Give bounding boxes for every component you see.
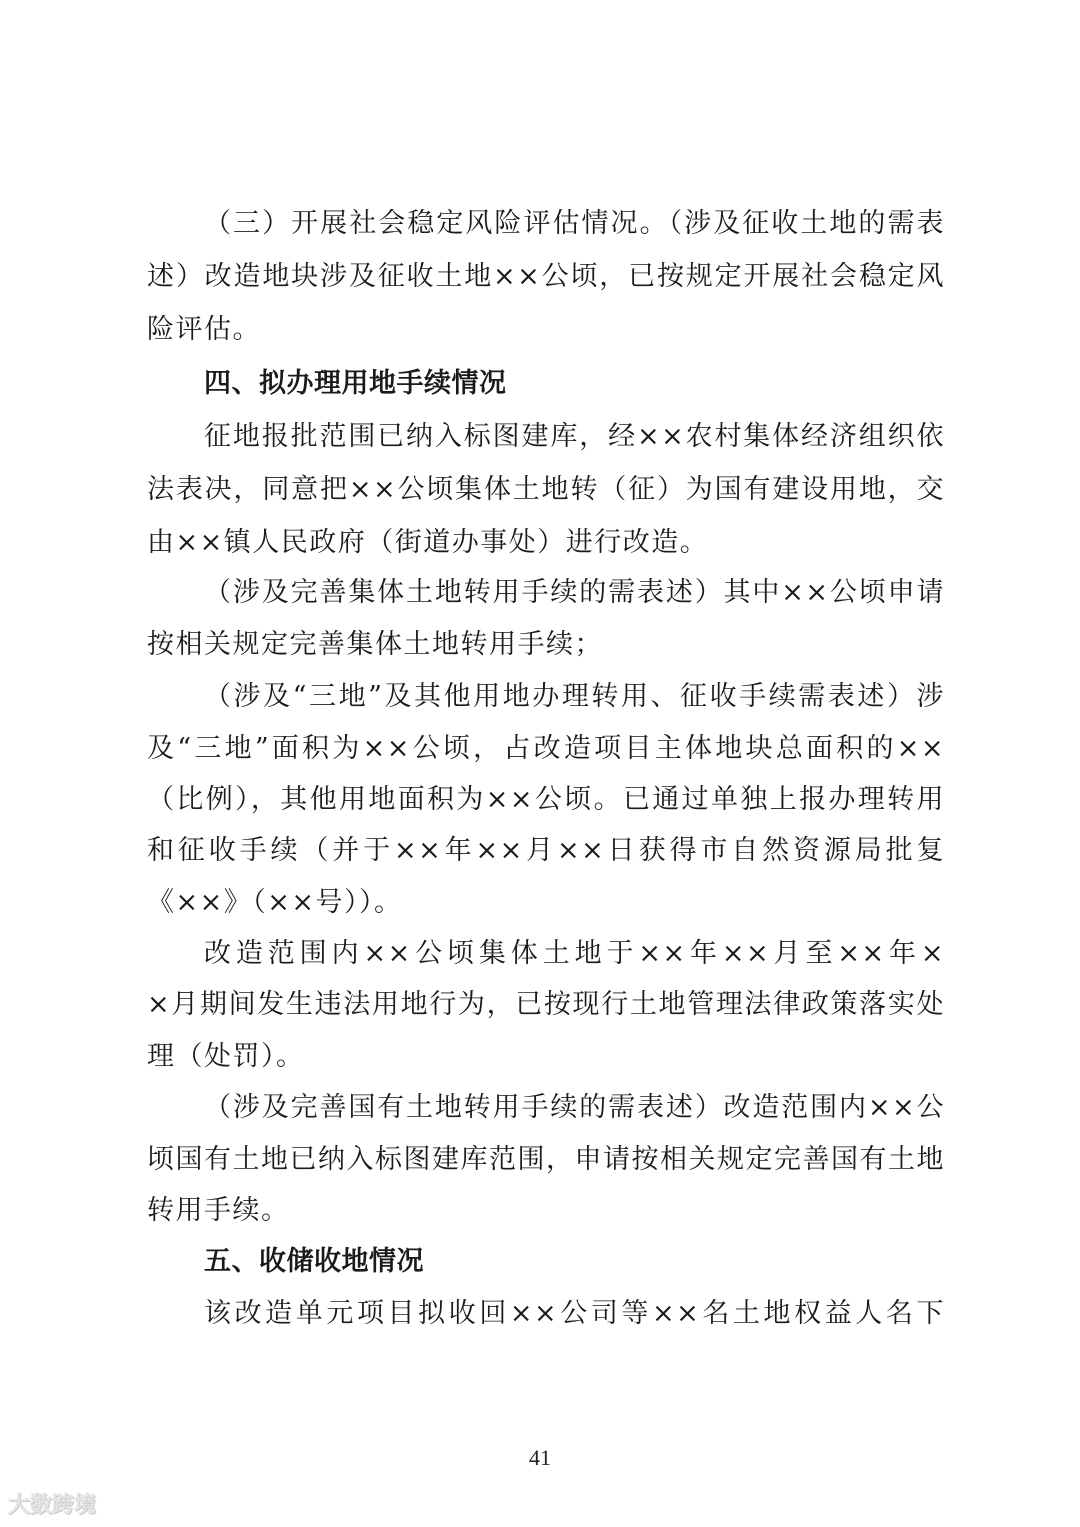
text-line: 改造范围内××公顷集体土地于××年××月至××年× [204, 938, 945, 969]
section-heading: 四、拟办理用地手续情况 [204, 368, 507, 399]
text-line: 及“三地”面积为××公顷，占改造项目主体地块总面积的×× [147, 733, 945, 764]
text-line: 理（处罚）。 [147, 1041, 305, 1072]
text-line: 征地报批范围已纳入标图建库，经××农村集体经济组织依 [204, 421, 945, 452]
text-line: 按相关规定完善集体土地转用手续； [147, 629, 603, 660]
text-line: 法表决，同意把××公顷集体土地转（征）为国有建设用地，交 [147, 474, 945, 505]
section-heading: 五、收储收地情况 [204, 1246, 424, 1277]
text-line: （三）开展社会稳定风险评估情况。（涉及征收土地的需表 [204, 208, 945, 239]
text-line: ×月期间发生违法用地行为，已按现行土地管理法律政策落实处 [147, 989, 945, 1020]
text-line: 和征收手续（并于××年××月××日获得市自然资源局批复 [147, 835, 945, 866]
watermark: 大数跨境 [8, 1493, 97, 1518]
text-line: 述）改造地块涉及征收土地××公顷，已按规定开展社会稳定风 [147, 261, 945, 292]
page-number: 41 [529, 1445, 551, 1470]
text-line: 险评估。 [147, 314, 261, 345]
text-line: （涉及“三地”及其他用地办理转用、征收手续需表述）涉 [204, 681, 945, 712]
text-line: （涉及完善集体土地转用手续的需表述）其中××公顷申请 [204, 577, 945, 608]
text-line: 转用手续。 [147, 1195, 290, 1226]
text-line: 该改造单元项目拟收回××公司等××名土地权益人名下 [204, 1298, 945, 1329]
text-line: 由××镇人民政府（街道办事处）进行改造。 [147, 527, 709, 558]
text-line: （涉及完善国有土地转用手续的需表述）改造范围内××公 [204, 1092, 945, 1123]
text-line: （比例），其他用地面积为××公顷。已通过单独上报办理转用 [147, 784, 945, 815]
text-line: 《××》（××号））。 [147, 887, 403, 918]
text-line: 顷国有土地已纳入标图建库范围，申请按相关规定完善国有土地 [147, 1144, 945, 1175]
